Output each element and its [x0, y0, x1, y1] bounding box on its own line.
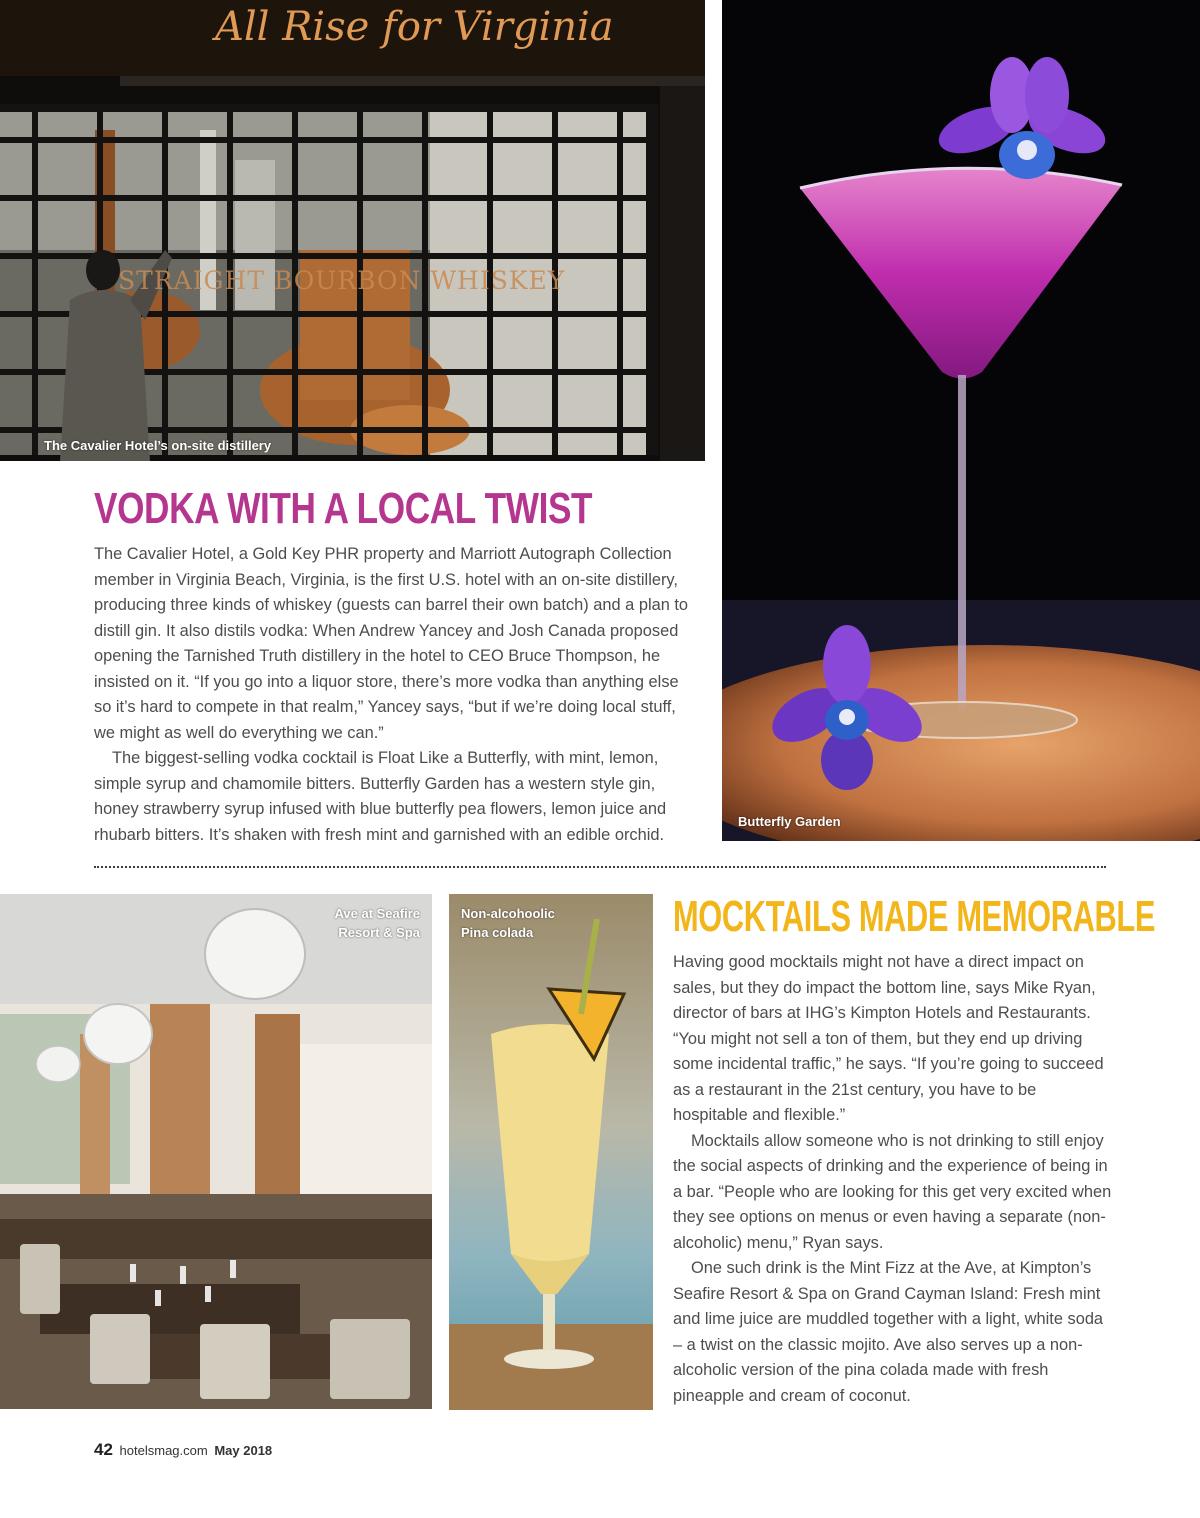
mocktails-headline: MOCKTAILS MADE MEMORABLE [673, 892, 1156, 941]
butterfly-garden-photo [722, 0, 1200, 841]
ave-restaurant-photo [0, 894, 432, 1409]
pina-caption-line2: Pina colada [461, 925, 534, 940]
distillery-caption: The Cavalier Hotel’s on-site distillery [44, 438, 272, 453]
ave-caption [334, 904, 420, 942]
mocktails-paragraph-3: One such drink is the Mint Fizz at the Ave, at Kimpton’s Seafire Resort & Spa on Grand Cayman Island: Fresh mint and lime juice are muddled together with a light, white soda – a twist on the classic mojito. Ave also serves up a non-alcoholic version of the pina colada made with fresh pineapple and cream of coconut. [673, 1259, 1104, 1405]
pina-caption [461, 904, 555, 942]
ave-caption-line1: Ave at Seafire [334, 906, 420, 921]
distillery-sign-text: All Rise for Virginia [215, 4, 614, 50]
vodka-paragraph-2: The biggest-selling vodka cocktail is Float Like a Butterfly, with mint, lemon, simple syrup and chamomile bitters. Butterfly Garden has a western style gin, honey strawberry syrup infused with blue butterfly pea flowers, lemon juice and rhubarb bitters. It’s shaken with fresh mint and garnished with an edible orchid. [94, 749, 667, 844]
section-divider [94, 866, 1106, 868]
pina-caption-line1: Non-alcohoolic [461, 906, 555, 921]
vodka-paragraph-1: The Cavalier Hotel, a Gold Key PHR property and Marriott Autograph Collection member in Virginia Beach, Virginia, is the first U.S. hotel with an on-site distillery, producing three kinds of whiskey (guests can barrel their own batch) and a plan to distill gin. It also distils vodka: When Andrew Yancey and Josh Canada proposed opening the Tarnished Truth distillery in the hotel to CEO Bruce Thompson, he insisted on it. “If you go into a liquor store, there’s more vodka than anything else so it’s hard to compete in that realm,” Yancey says, “but if we’re doing local stuff, we might as well do everything we can.” [94, 545, 689, 742]
distillery-photo [0, 0, 705, 461]
page-footer [94, 1440, 272, 1460]
mocktails-article-body [673, 950, 1113, 1409]
ave-caption-line2: Resort & Spa [338, 925, 420, 940]
butterfly-garden-caption: Butterfly Garden [738, 814, 841, 829]
distillery-window-lettering: STRAIGHT BOURBON WHISKEY [118, 266, 566, 295]
mocktails-paragraph-2: Mocktails allow someone who is not drinking to still enjoy the social aspects of drinking and the experience of being in a bar. “People who are looking for this get very excited when they see options on menus or even having a separate (non-alcoholic) menu,” Ryan says. [673, 1131, 1112, 1252]
mocktails-paragraph-1: Having good mocktails might not have a direct impact on sales, but they do impact the bottom line, says Mike Ryan, director of bars at IHG’s Kimpton Hotels and Restaurants. “You might not sell a ton of them, but they end up driving some incidental traffic,” he says. “If you’re going to succeed as a restaurant in the 21st century, you have to be hospitable and flexible.” [673, 953, 1104, 1124]
footer-site: hotelsmag.com [119, 1443, 208, 1458]
vodka-headline: VODKA WITH A LOCAL TWIST [94, 484, 593, 533]
vodka-article-body [94, 542, 694, 848]
footer-issue: May 2018 [214, 1443, 273, 1458]
pina-colada-photo [449, 894, 653, 1410]
page-number: 42 [94, 1440, 113, 1459]
